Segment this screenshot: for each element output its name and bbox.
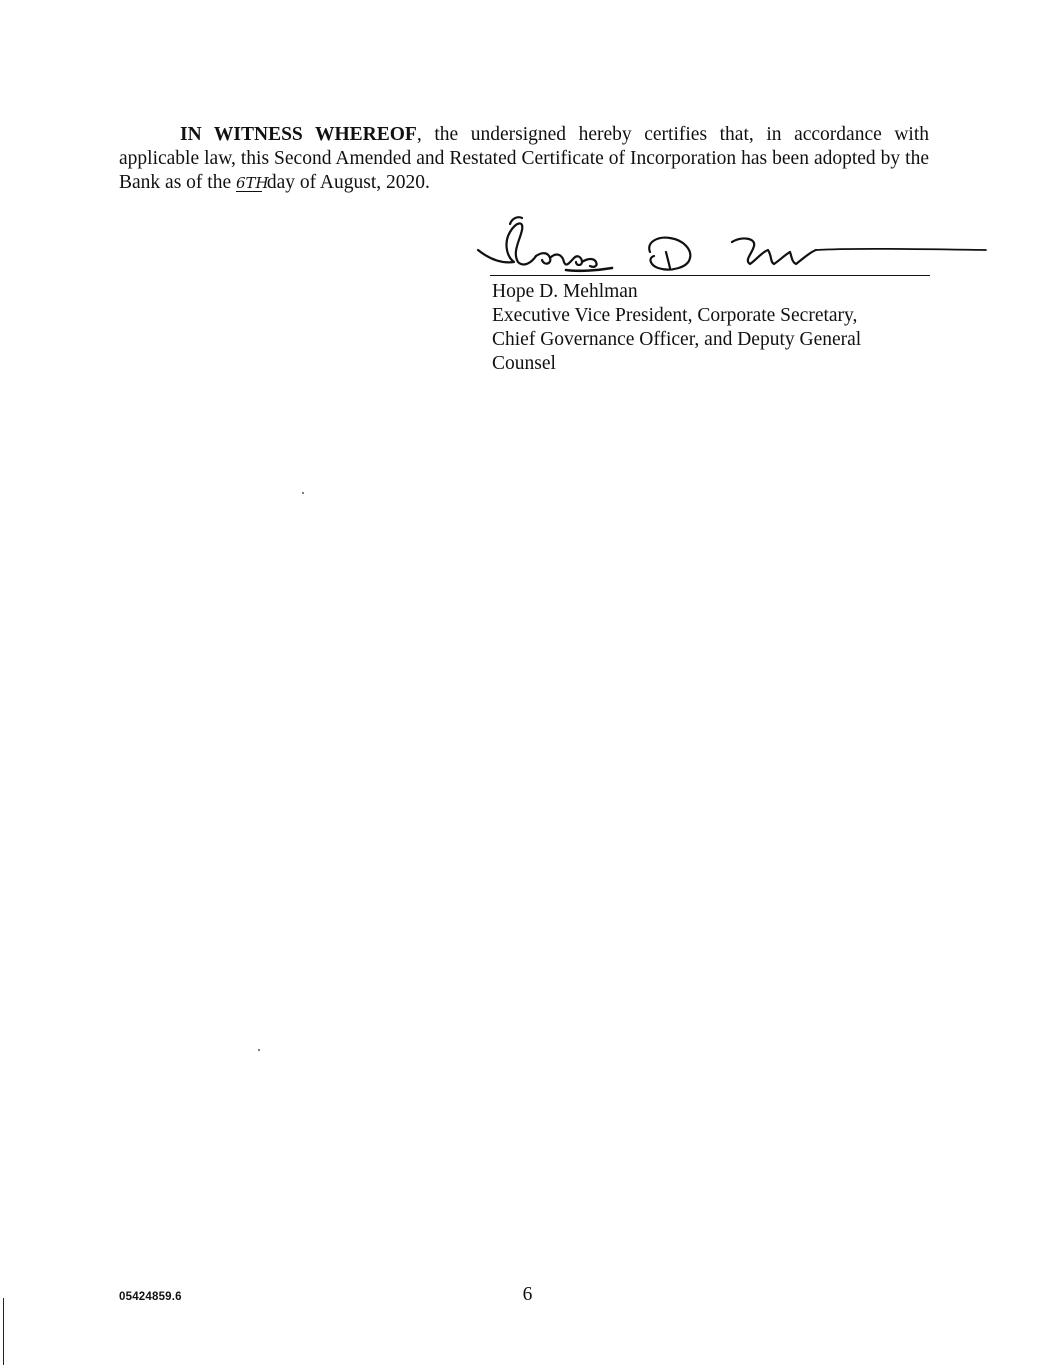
page-number: 6 [522, 1284, 533, 1305]
witness-lead-in: IN WITNESS WHEREOF [180, 124, 417, 145]
signature-line [490, 275, 930, 276]
signer-title-line-3: Counsel [492, 353, 556, 374]
signer-title-line-1: Executive Vice President, Corporate Secretary, [492, 305, 858, 326]
scan-speck [258, 1049, 260, 1051]
scan-edge-mark [3, 1298, 4, 1365]
signer-title-line-2: Chief Governance Officer, and Deputy General [492, 329, 862, 350]
handwritten-signature [470, 212, 990, 282]
signer-name: Hope D. Mehlman [492, 281, 638, 302]
witness-text-part1: , the undersigned hereby certifies that, in accordance with applicable law, this Second Amended and Restated Certificate of Incorporation has been adopted by the Bank as of the [119, 124, 930, 193]
witness-paragraph [119, 123, 929, 195]
scan-speck [302, 492, 304, 494]
handwritten-day: 6TH [235, 174, 269, 192]
signer-block [492, 280, 932, 376]
document-id: 05424859.6 [119, 1291, 182, 1303]
witness-text-part2: day of August, 2020. [261, 172, 430, 193]
